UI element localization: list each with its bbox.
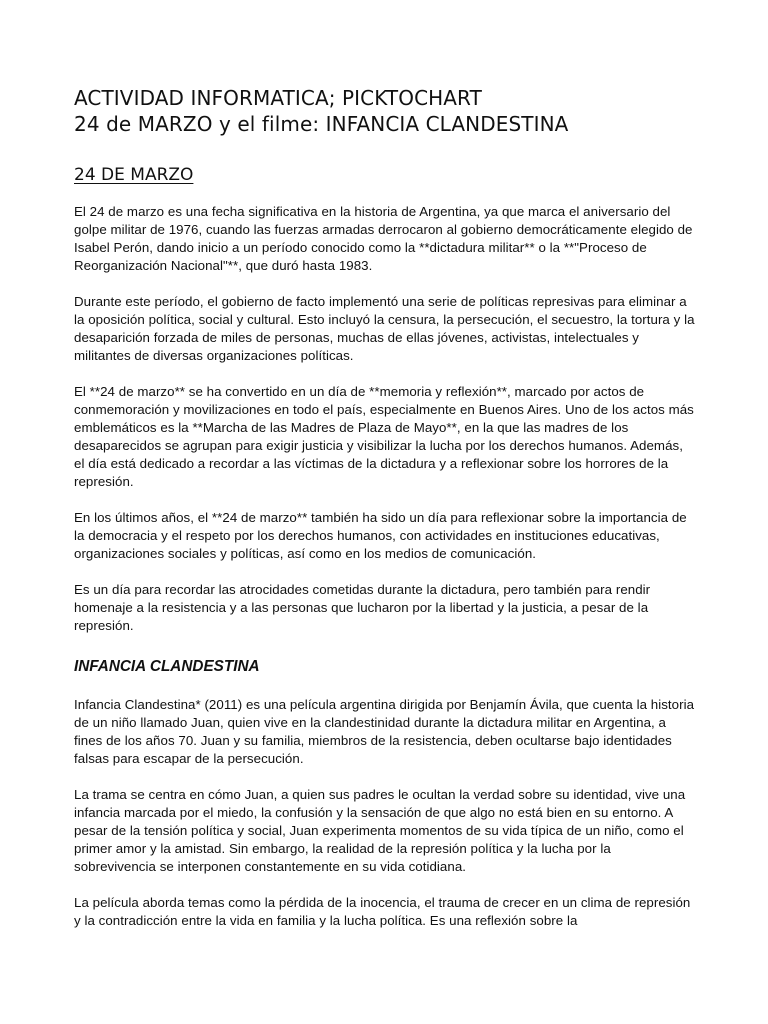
document-page — [74, 85, 696, 930]
section-heading-24-de-marzo: 24 DE MARZO — [74, 165, 194, 185]
section2-paragraph-1: Infancia Clandestina* (2011) es una película argentina dirigida por Benjamín Ávila, que cuenta la historia de un niño llamado Juan, quien vive en la clandestinidad durante la dictadura militar en Argentina, a fines de los años 70. Juan y su familia, miembros de la resistencia, deben ocultarse bajo identidades falsas para escapar de la persecución. — [74, 697, 695, 766]
section1-paragraph-2: Durante este período, el gobierno de facto implementó una serie de políticas represivas para eliminar a la oposición política, social y cultural. Esto incluyó la censura, la persecución, el secuestro, la tortura y la desaparición forzada de miles de personas, muchas de ellas jóvenes, activistas, intelectuales y militantes de diversas organizaciones políticas. — [74, 294, 695, 363]
section1-paragraph-4: En los últimos años, el **24 de marzo** también ha sido un día para reflexionar sobre la importancia de la democracia y el respeto por los derechos humanos, con actividades en instituciones educativas, organizaciones sociales y políticas, así como en los medios de comunicación. — [74, 510, 687, 561]
section1-paragraph-5: Es un día para recordar las atrocidades cometidas durante la dictadura, pero también para rendir homenaje a la resistencia y a las personas que lucharon por la libertad y la justicia, a pesar de la represión. — [74, 582, 651, 633]
section2-paragraph-2: La trama se centra en cómo Juan, a quien sus padres le ocultan la verdad sobre su identidad, vive una infancia marcada por el miedo, la confusión y la sensación de que algo no está bien en su entorno. A pesar de la tensión política y social, Juan experimenta momentos de su vida típica de un niño, como el primer amor y la amistad. Sin embargo, la realidad de la represión política y la lucha por la sobrevivencia se interponen constantemente en su vida cotidiana. — [74, 787, 686, 874]
document-title-line-1: ACTIVIDAD INFORMATICA; PICKTOCHART — [74, 86, 482, 110]
section1-paragraph-3: El **24 de marzo** se ha convertido en un día de **memoria y reflexión**, marcado por actos de conmemoración y movilizaciones en todo el país, especialmente en Buenos Aires. Uno de los actos más emblemáticos es la **Marcha de las Madres de Plaza de Mayo**, en la que las madres de los desaparecidos se agrupan para exigir justicia y visibilizar la lucha por los derechos humanos. Además, el día está dedicado a recordar a las víctimas de la dictadura y a reflexionar sobre los horrores de la represión. — [74, 384, 694, 489]
section1-paragraph-1: El 24 de marzo es una fecha significativa en la historia de Argentina, ya que marca el aniversario del golpe militar de 1976, cuando las fuerzas armadas derrocaron al gobierno democráticamente elegido de Isabel Perón, dando inicio a un período conocido como la **dictadura militar** o la **"Proceso de Reorganización Nacional"**, que duró hasta 1983. — [74, 204, 693, 273]
document-title-line-2: 24 de MARZO y el filme: INFANCIA CLANDESTINA — [74, 112, 569, 136]
section2-paragraph-3: La película aborda temas como la pérdida de la inocencia, el trauma de crecer en un clima de represión y la contradicción entre la vida en familia y la lucha política. Es una reflexión sobre la — [74, 895, 691, 928]
section-heading-infancia-clandestina: INFANCIA CLANDESTINA — [74, 658, 260, 675]
